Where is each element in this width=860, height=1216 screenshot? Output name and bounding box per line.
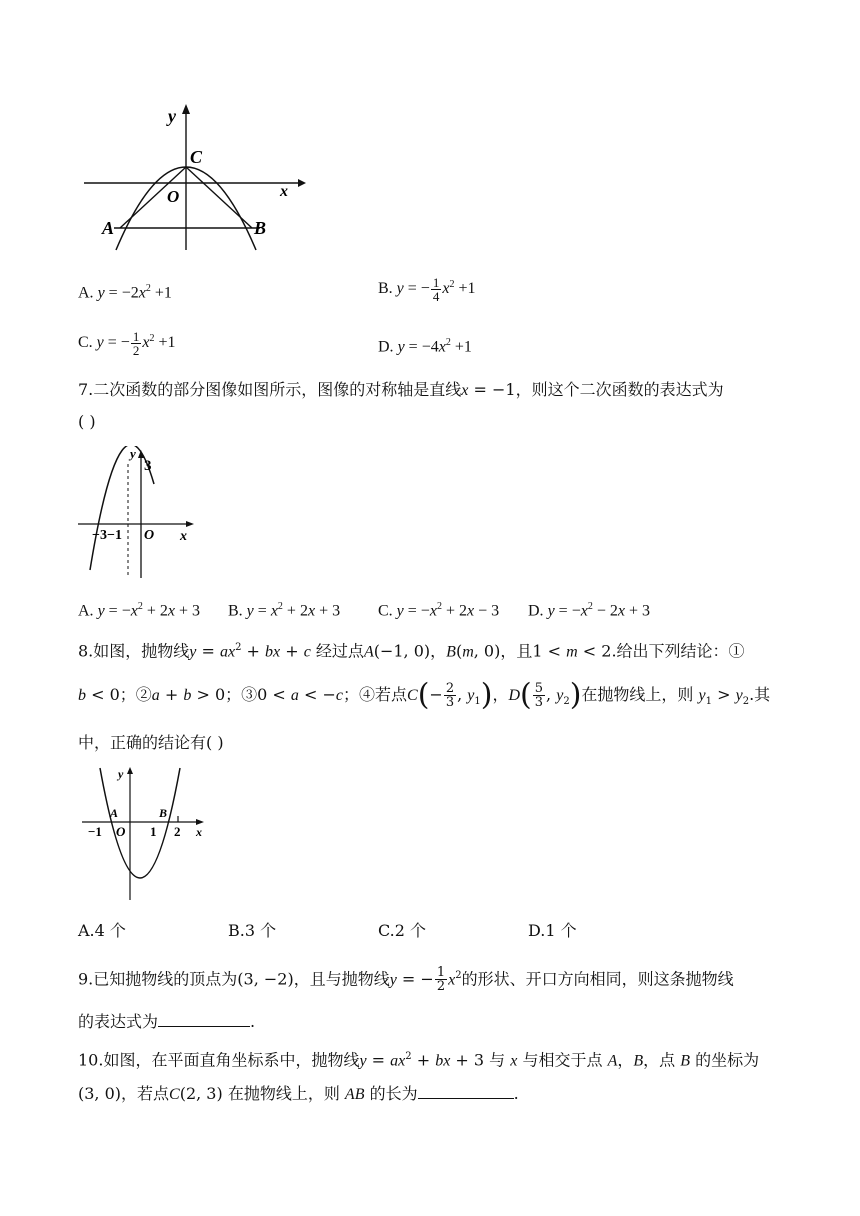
q6-option-c: C. y = − $\frac{1}{2}$ $x^2 +1$ xyxy=(78,329,176,358)
fig8-b-label: B xyxy=(159,806,168,820)
fig7-neg-label: −3−1 xyxy=(92,528,122,543)
q8-stem-line2: b < 0；②a + b > 0；③0 < a < −c；④若点C(− $\frac{2}{3}$ , $y_1$)，D( $\frac{5}{3}$ , $y_2$)在抛物线上，则 $y_1 > y_2$.其 xyxy=(78,677,771,713)
fig8-y-label: y xyxy=(118,767,124,781)
q9-stem-line1: 9.已知抛物线的顶点为(3, −2)，且与抛物线y = − $\frac{1}{2}$ $x^2$的形状、开口方向相同，则这条抛物线 xyxy=(78,965,734,995)
q8-option-a: A.4 个 xyxy=(78,921,126,940)
fig6-c-label: C xyxy=(190,147,203,167)
q10-stem-line2: (3, 0)，若点C(2, 3) 在抛物线上，则 AB 的长为 . xyxy=(78,1084,519,1103)
q6-option-d-prefix: D. xyxy=(378,338,394,356)
q6-option-b-prefix: B. xyxy=(378,280,393,298)
fig8-one-label: 1 xyxy=(150,824,157,839)
fig7-y-label: y xyxy=(130,446,136,461)
figure-q6-parabola xyxy=(80,100,310,260)
fig7-three-label: 3 xyxy=(144,458,152,474)
fig8-two-label: 2 xyxy=(174,824,181,839)
q8-option-c: C.2 个 xyxy=(378,921,427,940)
q9-answer-blank[interactable] xyxy=(158,1026,250,1027)
fig6-x-label: x xyxy=(280,183,288,200)
fig7-o-label: O xyxy=(144,528,155,543)
fig7-x-label: x xyxy=(180,529,187,544)
fig6-o-label: O xyxy=(167,187,180,206)
q7-option-c: C. $y = -x^2 + 2x - 3$ xyxy=(378,601,500,620)
fig6-b-label: B xyxy=(254,218,267,238)
q9-stem-line2: 的表达式为 . xyxy=(78,1012,256,1031)
fig8-a-label: A xyxy=(110,806,119,820)
q10-stem-line1: 10.如图，在平面直角坐标系中，抛物线$y = ax^2$ + bx + 3 与 x 与相交于点 A，B，点 B 的坐标为 xyxy=(78,1050,760,1070)
figure-q8-parabola xyxy=(78,764,212,904)
q8-option-d: D.1 个 xyxy=(528,921,577,940)
q7-stem-line2: ( ) xyxy=(78,412,96,431)
q6-option-b: B. y = − $\frac{1}{4}$ $x^2 +1$ xyxy=(378,275,476,304)
q10-answer-blank[interactable] xyxy=(418,1098,514,1099)
fig8-o-label: O xyxy=(116,824,126,839)
q7-option-a: A. $y = -x^2 + 2x + 3$ xyxy=(78,601,200,620)
q6-option-a: A. $y = -2x^2 +1$ xyxy=(78,283,172,302)
q7-stem-line1: 7.二次函数的部分图像如图所示，图像的对称轴是直线x = −1，则这个二次函数的表达式为 xyxy=(78,380,724,399)
q7-option-b: B. $y = x^2 + 2x + 3$ xyxy=(228,601,341,620)
figure-q7-parabola xyxy=(74,446,204,584)
q8-option-b: B.3 个 xyxy=(228,921,277,940)
q8-stem-line3: 中，正确的结论有( ) xyxy=(78,733,224,752)
q6-option-d: D. $y = -4x^2 +1$ xyxy=(378,337,472,356)
fig6-y-label: y xyxy=(168,106,176,126)
fig8-neg1-label: −1 xyxy=(88,824,102,839)
fig8-x-label: x xyxy=(196,825,202,839)
q8-stem-line1: 8.如图，抛物线$y = ax^2$ + bx + c 经过点A(−1, 0)，B(m, 0)，且1 < m < 2.给出下列结论：① xyxy=(78,641,745,661)
q7-option-d: D. $y = -x^2 - 2x + 3$ xyxy=(528,601,650,620)
fig6-a-label: A xyxy=(102,218,115,238)
q6-option-c-prefix: C. xyxy=(78,334,93,352)
q6-option-a-prefix: A. xyxy=(78,284,94,302)
